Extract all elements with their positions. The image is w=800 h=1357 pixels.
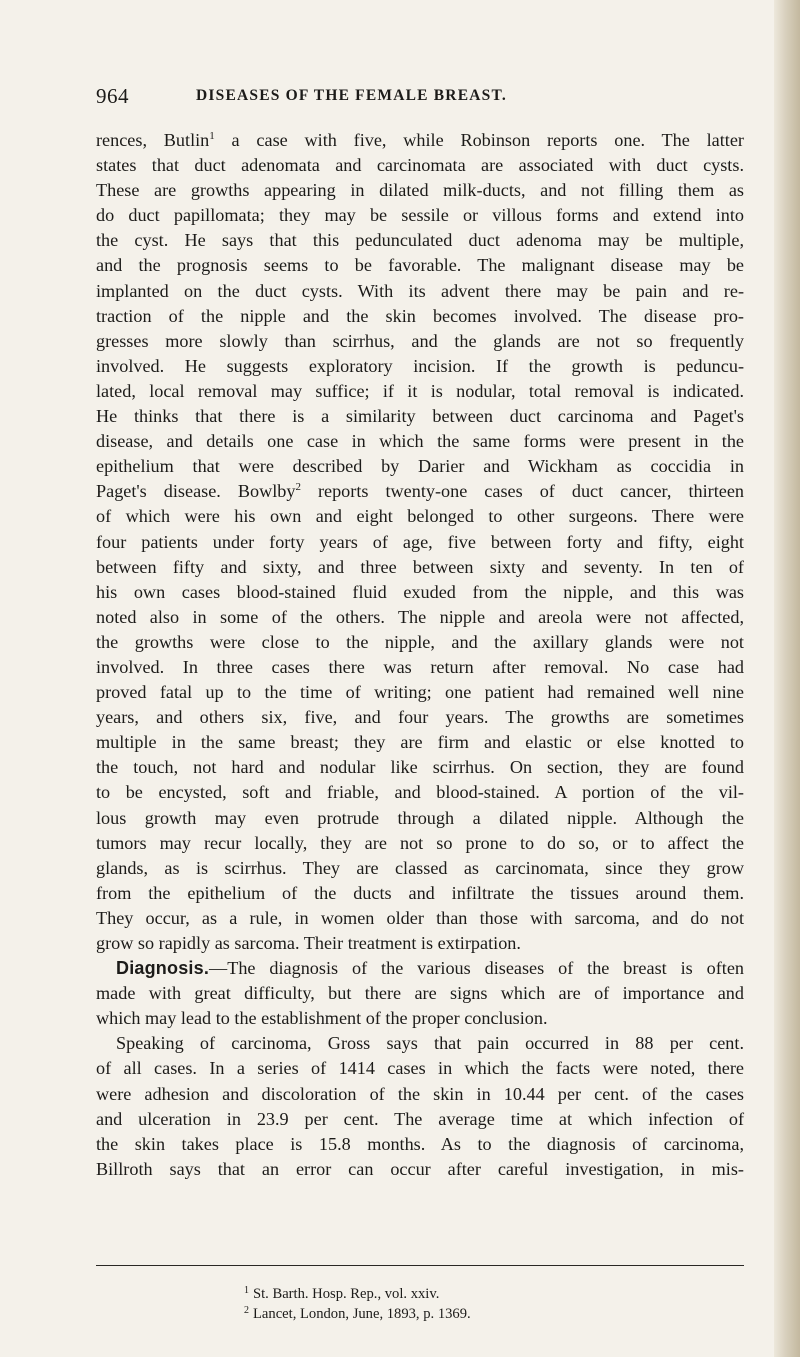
text-line: of which were his own and eight belonged to other surgeons. There were (96, 506, 744, 527)
text-line: noted also in some of the others. The nipple and areola were not affected, (96, 606, 744, 627)
text-line: Diagnosis.—The diagnosis of the various diseases of the breast is often (116, 958, 744, 979)
text-line: and the prognosis seems to be favorable. The malignant disease may be (96, 255, 744, 276)
body-text (96, 128, 744, 1182)
text-line: grow so rapidly as sarcoma. Their treatment is extirpation. (96, 933, 521, 953)
text-line: to be encysted, soft and friable, and blood-stained. A portion of the vil- (96, 782, 744, 803)
running-title: DISEASES OF THE FEMALE BREAST. (196, 87, 507, 104)
text-line: of all cases. In a series of 1414 cases in which the facts were noted, there (96, 1058, 744, 1079)
text-line: years, and others six, five, and four years. The growths are sometimes (96, 707, 744, 728)
text-line: They occur, as a rule, in women older than those with sarcoma, and do not (96, 907, 744, 928)
text-line: from the epithelium of the ducts and infiltrate the tissues around them. (96, 882, 744, 903)
text-line: which may lead to the establishment of the proper conclusion. (96, 1008, 548, 1029)
text-line: These are growths appearing in dilated milk-ducts, and not filling them as (96, 180, 744, 201)
text-line: tumors may recur locally, they are not so prone to do so, or to affect the (96, 832, 744, 853)
text-line: Billroth says that an error can occur after careful investigation, in mis- (96, 1158, 744, 1179)
text-line: made with great difficulty, but there are signs which are of importance and (96, 983, 744, 1004)
text-line: gresses more slowly than scirrhus, and the glands are not so frequently (96, 330, 744, 351)
text-line: and ulceration in 23.9 per cent. The average time at which infection of (96, 1108, 744, 1129)
footnote-ref: 2 (295, 481, 301, 494)
footnote-ref: 1 (209, 130, 215, 142)
text-line: the skin takes place is 15.8 months. As to the diagnosis of carcinoma, (96, 1133, 744, 1154)
text-line: do duct papillomata; they may be sessile or villous forms and extend into (96, 205, 744, 226)
text-line: epithelium that were described by Darier and Wickham as coccidia in (96, 456, 744, 477)
text-line: rences, Butlin$^1$ a case with five, while Robinson reports one. The latter (96, 130, 744, 150)
text-line: traction of the nipple and the skin becomes involved. The disease pro- (96, 305, 744, 326)
text-line: Speaking of carcinoma, Gross says that pain occurred in 88 per cent. (116, 1033, 744, 1054)
text-line: states that duct adenomata and carcinomata are associated with duct cysts. (96, 155, 744, 176)
text-line: the touch, not hard and nodular like scirrhus. On section, they are found (96, 757, 744, 778)
text-line: between fifty and sixty, and three between sixty and seventy. In ten of (96, 556, 744, 577)
text-line: lated, local removal may suffice; if it is nodular, total removal is indicated. (96, 380, 744, 401)
text-line: Paget's disease. Bowlby$^2$ reports twenty-one cases of duct cancer, thirteen (96, 481, 744, 502)
text-line: his own cases blood-stained fluid exuded from the nipple, and this was (96, 581, 744, 602)
text-line: lous growth may even protrude through a dilated nipple. Although the (96, 807, 744, 828)
text-line: disease, and details one case in which the same forms were present in the (96, 431, 744, 452)
text-line: multiple in the same breast; they are firm and elastic or else knotted to (96, 732, 744, 753)
text-line: He thinks that there is a similarity between duct carcinoma and Paget's (96, 406, 744, 427)
text-line: four patients under forty years of age, five between forty and fifty, eight (96, 531, 744, 552)
text-line: were adhesion and discoloration of the skin in 10.44 per cent. of the cases (96, 1083, 744, 1104)
running-head (96, 84, 744, 108)
scan-page-edge (774, 0, 800, 1357)
footnote-2: $^2$ Lancet, London, June, 1893, p. 1369. (244, 1305, 471, 1322)
text-line: involved. He suggests exploratory incision. If the growth is peduncu- (96, 355, 744, 376)
text-line: the growths were close to the nipple, and the axillary glands were not (96, 631, 744, 652)
section-heading-diagnosis: Diagnosis. (116, 958, 210, 979)
text-line: involved. In three cases there was return after removal. No case had (96, 656, 744, 677)
footnote-divider (96, 1265, 744, 1266)
page-number: 964 (96, 84, 129, 108)
text-line: the cyst. He says that this pedunculated duct adenoma may be multiple, (96, 230, 744, 251)
footnote-1: $^1$ St. Barth. Hosp. Rep., vol. xxiv. (244, 1285, 440, 1302)
footnotes (244, 1284, 471, 1324)
text-line: glands, as is scirrhus. They are classed as carcinomata, since they grow (96, 857, 744, 878)
text-line: proved fatal up to the time of writing; one patient had remained well nine (96, 682, 744, 703)
text-line: implanted on the duct cysts. With its advent there may be pain and re- (96, 280, 744, 301)
